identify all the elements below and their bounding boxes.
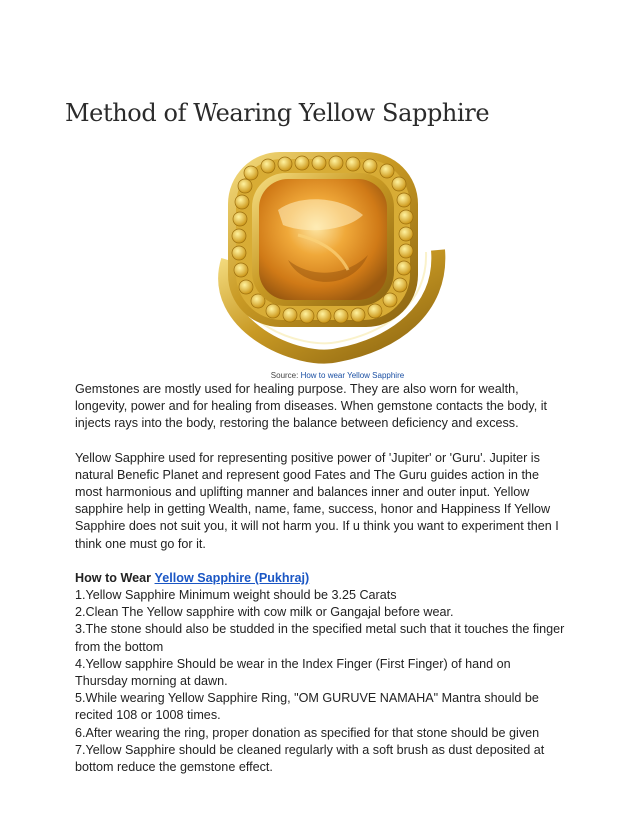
how-to-label: How to Wear — [75, 570, 152, 585]
list-item: 7.Yellow Sapphire should be cleaned regularly with a soft brush as dust deposited at bottom reduce the gemstone effect. — [75, 742, 545, 775]
list-item: 1.Yellow Sapphire Minimum weight should be 3.25 Carats — [75, 588, 397, 603]
how-to-heading — [75, 570, 565, 587]
list-item: 5.While wearing Yellow Sapphire Ring, "OM GURUVE NAMAHA" Mantra should be recited 108 or 1008 times. — [75, 691, 539, 723]
ring-image — [188, 140, 458, 365]
list-item: 6.After wearing the ring, proper donation as specified for that stone should be given — [75, 725, 540, 740]
list-item: 2.Clean The Yellow sapphire with cow milk or Gangajal before wear. — [75, 605, 454, 620]
caption-prefix: Source: — [270, 371, 301, 380]
jupiter-paragraph: Yellow Sapphire used for representing positive power of 'Jupiter' or 'Guru'. Jupiter is natural Benefic Planet and represent good Fates and The Guru guides action in the most harmonious and uplifting manner and balances inner and outer input. Yellow sapphire help in getting Wealth, name, fame, success, honor and Happiness If Yellow Sapphire does not suit you, it will not harm you. If u think you want to experiment then I think one must go for it. — [75, 450, 559, 551]
center-stone — [259, 179, 387, 300]
list-item: 4.Yellow sapphire Should be wear in the Index Finger (First Finger) of hand on Thursday morning at dawn. — [75, 656, 511, 689]
list-item: 3.The stone should also be studded in the specified metal such that it touches the finger from the bottom — [75, 622, 565, 654]
intro-paragraph: Gemstones are mostly used for healing purpose. They are also worn for wealth, longevity, power and for healing from diseases. When gemstone contacts the body, it injects rays into the body, restoring the balance between deficiency and excess. — [75, 382, 548, 431]
article-body — [75, 381, 565, 776]
steps-list — [75, 587, 565, 776]
caption-link[interactable]: How to wear Yellow Sapphire — [300, 371, 405, 380]
image-caption — [0, 371, 638, 380]
yellow-sapphire-link[interactable]: Yellow Sapphire (Pukhraj) — [154, 570, 310, 585]
page-title: Method of Wearing Yellow Sapphire — [65, 99, 490, 127]
